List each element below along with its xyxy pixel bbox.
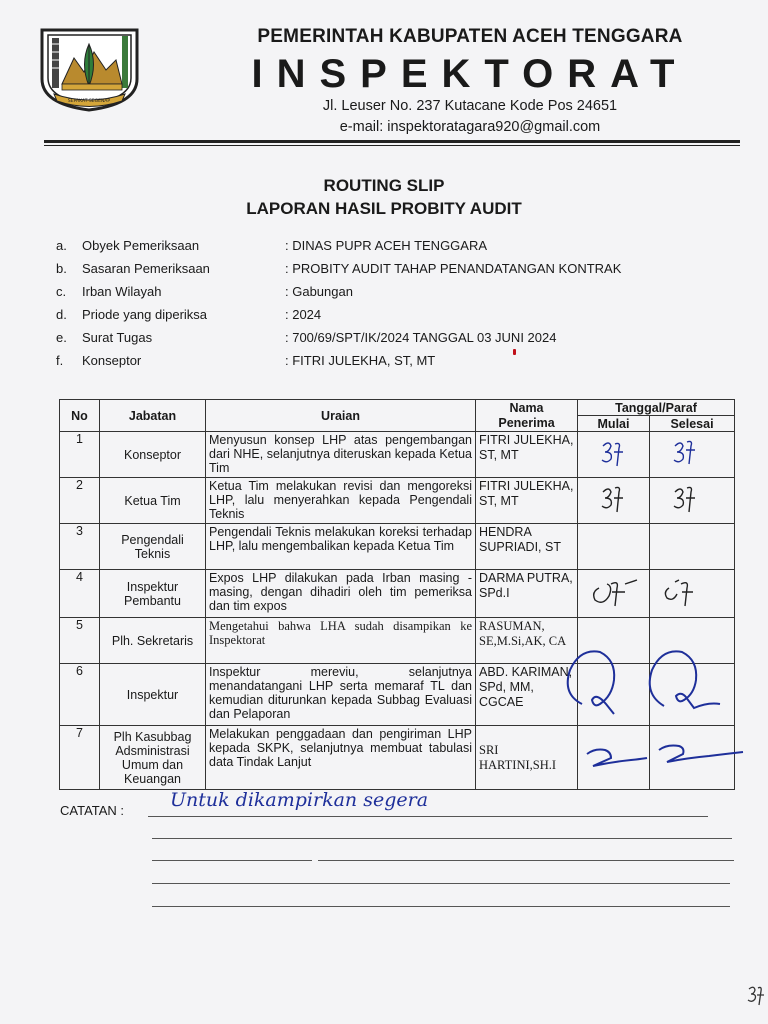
info-row xyxy=(56,330,746,353)
info-label: Priode yang diperiksa xyxy=(82,307,208,322)
info-letter: a. xyxy=(56,238,67,253)
row-uraian: Expos LHP dilakukan pada Irban masing - masing, dengan dihadiri oleh tim pemeriksa dan tim expos xyxy=(206,570,476,618)
info-value: : 700/69/SPT/IK/2024 TANGGAL 03 JUNI 2024 xyxy=(285,330,557,345)
catatan-line xyxy=(152,883,730,884)
catatan-line xyxy=(318,860,734,861)
row-no: 3 xyxy=(60,524,100,570)
info-label: Obyek Pemeriksaan xyxy=(82,238,200,253)
table-row xyxy=(60,432,735,478)
row-no: 6 xyxy=(60,664,100,726)
letterhead-rule-thick xyxy=(44,140,740,143)
signature xyxy=(653,726,738,786)
row-uraian: Menyusun konsep LHP atas pengembangan dari NHE, selanjutnya diteruskan kepada Ketua Tim xyxy=(206,432,476,478)
office-name: INSPEKTORAT xyxy=(251,52,689,96)
row-penerima: FITRI JULEKHA, ST, MT xyxy=(476,478,578,524)
letterhead-rule-thin xyxy=(44,145,740,146)
government-name: PEMERINTAH KABUPATEN ACEH TENGGARA xyxy=(257,26,683,47)
paraf-mulai xyxy=(578,524,650,570)
row-penerima: ABD. KARIMAN, SPd, MM, CGCAE xyxy=(476,664,578,726)
initials-signature xyxy=(581,570,645,614)
header-selesai: Selesai xyxy=(650,416,735,432)
paraf-selesai xyxy=(650,570,735,618)
info-label: Konseptor xyxy=(82,353,142,368)
initials-signature xyxy=(581,478,641,518)
regency-emblem-logo xyxy=(32,24,147,112)
header-mulai: Mulai xyxy=(578,416,650,432)
catatan-line xyxy=(148,816,708,817)
info-letter: b. xyxy=(56,261,67,276)
catatan-line xyxy=(152,860,312,861)
row-no: 1 xyxy=(60,432,100,478)
catatan-handwritten-note: Untuk dikampirkan segera xyxy=(170,789,429,811)
info-row xyxy=(56,261,746,284)
header-penerima: Penerima xyxy=(476,416,578,432)
info-value: : 2024 xyxy=(285,307,322,322)
info-row xyxy=(56,238,746,261)
document-title: ROUTING SLIP xyxy=(323,176,445,195)
info-letter: e. xyxy=(56,330,67,345)
row-jabatan: Inspektur xyxy=(100,664,206,726)
row-uraian: Mengetahui bahwa LHA sudah disampikan ke Inspektorat xyxy=(206,618,476,664)
paraf-selesai xyxy=(650,524,735,570)
routing-table xyxy=(59,399,735,790)
info-label: Irban Wilayah xyxy=(82,284,162,299)
paraf-mulai xyxy=(578,432,650,478)
row-uraian: Ketua Tim melakukan revisi dan mengoreksi LHP, lalu menyerahkan kepada Pengendali Teknis xyxy=(206,478,476,524)
table-row xyxy=(60,570,735,618)
office-email: e-mail: inspektoratagara920@gmail.com xyxy=(339,119,601,135)
header-tanggal-paraf: Tanggal/Paraf xyxy=(578,400,735,416)
paraf-selesai xyxy=(650,432,735,478)
row-penerima: HENDRA SUPRIADI, ST xyxy=(476,524,578,570)
red-ink-mark xyxy=(513,349,516,355)
paraf-selesai xyxy=(650,664,735,726)
table-row xyxy=(60,524,735,570)
row-no: 7 xyxy=(60,726,100,790)
row-uraian: Pengendali Teknis melakukan koreksi terhadap LHP, lalu mengembalikan kepada Ketua Tim xyxy=(206,524,476,570)
document-subtitle: LAPORAN HASIL PROBITY AUDIT xyxy=(246,199,522,218)
info-label: Surat Tugas xyxy=(82,330,153,345)
info-value: : PROBITY AUDIT TAHAP PENANDATANGAN KONTRAK xyxy=(285,261,622,276)
info-label: Sasaran Pemeriksaan xyxy=(82,261,210,276)
audit-info-list xyxy=(56,238,746,376)
svg-text:SEPAKAT SEGENAP: SEPAKAT SEGENAP xyxy=(67,99,111,104)
initials-signature xyxy=(653,478,713,518)
catatan-line xyxy=(152,906,730,907)
info-letter: d. xyxy=(56,307,67,322)
row-no: 4 xyxy=(60,570,100,618)
paraf-selesai xyxy=(650,726,735,790)
info-row xyxy=(56,284,746,307)
initials-signature xyxy=(653,432,713,472)
row-jabatan: Inspektur Pembantu xyxy=(100,570,206,618)
row-jabatan: Pengendali Teknis xyxy=(100,524,206,570)
row-penerima: FITRI JULEKHA, ST, MT xyxy=(476,432,578,478)
paraf-mulai xyxy=(578,478,650,524)
row-no: 5 xyxy=(60,618,100,664)
table-row xyxy=(60,664,735,726)
info-letter: f. xyxy=(56,353,64,368)
row-penerima: DARMA PUTRA, SPd.I xyxy=(476,570,578,618)
row-jabatan: Ketua Tim xyxy=(100,478,206,524)
row-no: 2 xyxy=(60,478,100,524)
signature xyxy=(636,634,746,724)
info-value: : FITRI JULEKHA, ST, MT xyxy=(285,353,436,368)
paraf-selesai xyxy=(650,478,735,524)
info-row xyxy=(56,307,746,330)
signature xyxy=(581,726,653,786)
initials-signature xyxy=(581,432,641,472)
row-jabatan: Plh Kasubbag Adsministrasi Umum dan Keuangan xyxy=(100,726,206,790)
office-address: Jl. Leuser No. 237 Kutacane Kode Pos 24651 xyxy=(322,98,618,114)
info-row xyxy=(56,353,746,376)
table-row xyxy=(60,726,735,790)
header-jabatan: Jabatan xyxy=(100,400,206,432)
table-row xyxy=(60,478,735,524)
info-letter: c. xyxy=(56,284,67,299)
catatan-line xyxy=(152,838,732,839)
paraf-mulai xyxy=(578,570,650,618)
row-uraian: Inspektur mereviu, selanjutnya menandatangani LHP serta memaraf TL dan kemudian diturunkan kepada Subbag Evaluasi dan Pelaporan xyxy=(206,664,476,726)
header-nama: Nama xyxy=(476,400,578,416)
initials-signature xyxy=(653,570,717,614)
row-penerima: SRI HARTINI,SH.I xyxy=(476,726,578,790)
catatan-label: CATATAN : xyxy=(60,803,125,818)
row-uraian: Melakukan penggadaan dan pengiriman LHP kepada SKPK, selanjutnya membuat tabulasi data Tindak Lanjut xyxy=(206,726,476,790)
row-penerima: RASUMAN, SE,M.Si,AK, CA xyxy=(476,618,578,664)
paraf-mulai xyxy=(578,726,650,790)
row-jabatan: Plh. Sekretaris xyxy=(100,618,206,664)
header-no: No xyxy=(60,400,100,432)
row-jabatan: Konseptor xyxy=(100,432,206,478)
header-uraian: Uraian xyxy=(206,400,476,432)
info-value: : DINAS PUPR ACEH TENGGARA xyxy=(285,238,488,253)
page-initials-mark xyxy=(746,983,766,1009)
info-value: : Gabungan xyxy=(285,284,353,299)
